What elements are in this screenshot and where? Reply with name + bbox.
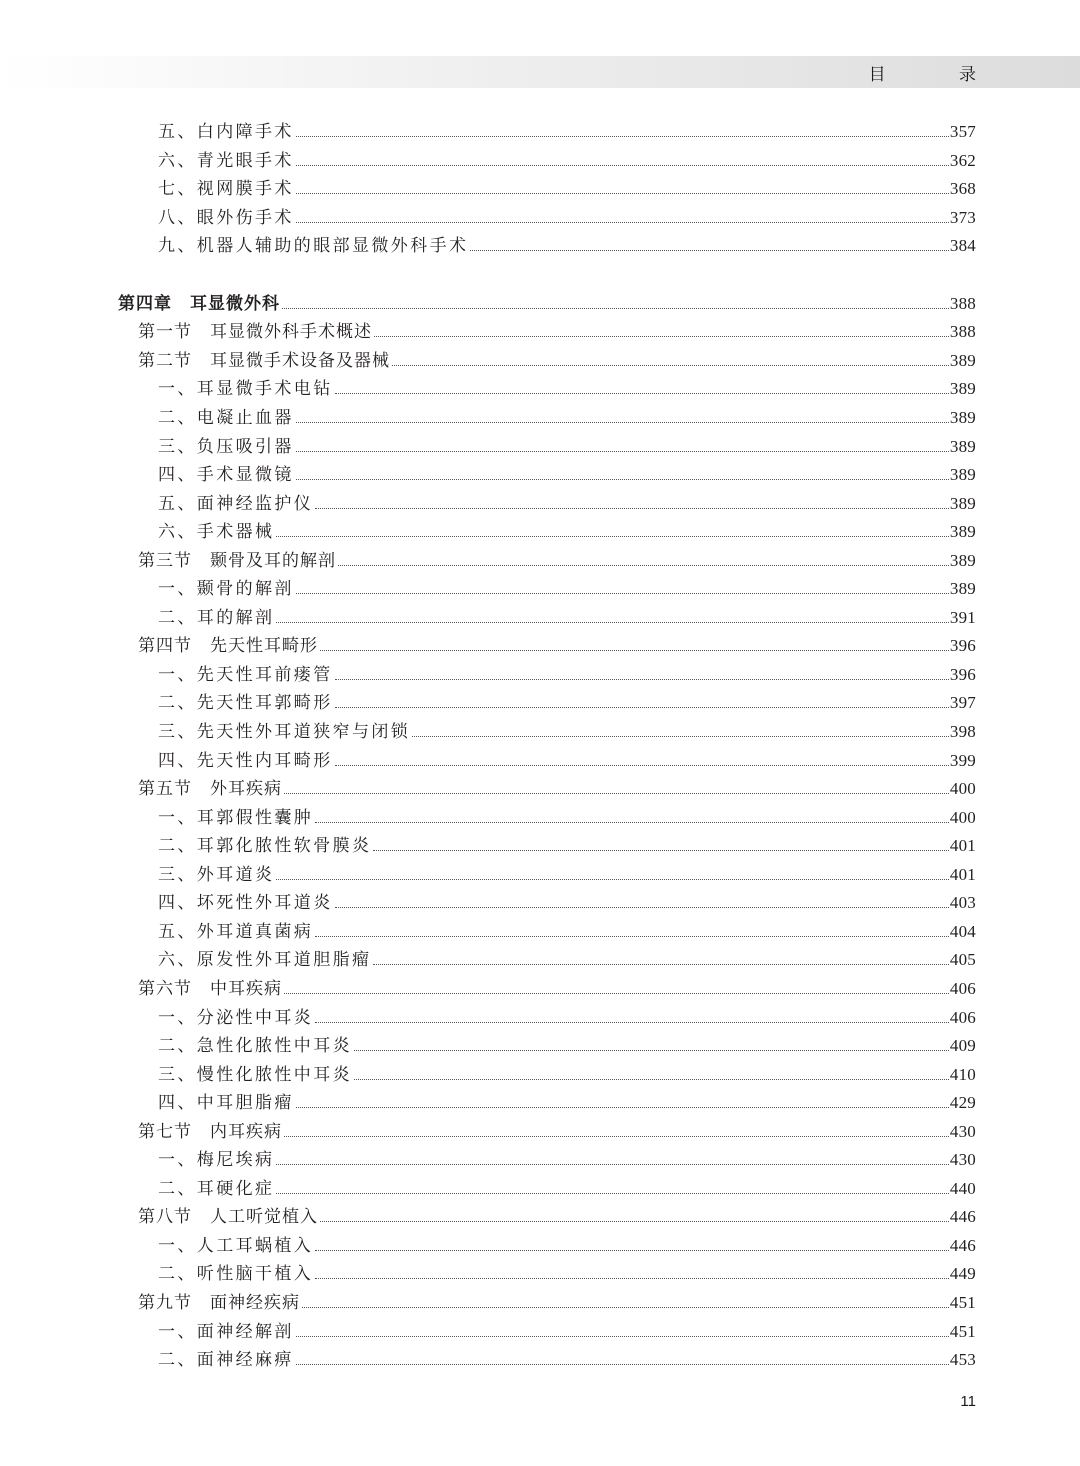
toc-entry-label	[158, 889, 333, 917]
dot-leader	[373, 963, 948, 965]
dot-leader	[320, 1220, 949, 1222]
toc-entry-label	[138, 1203, 318, 1231]
toc-entry-label	[158, 1260, 313, 1288]
toc-entry-label	[158, 1146, 274, 1174]
dot-leader	[296, 450, 949, 452]
dot-leader	[296, 221, 949, 223]
toc-entry-label	[138, 347, 390, 375]
toc-entry-number: 第六节	[138, 978, 192, 999]
toc-item-entry[interactable]	[158, 832, 976, 860]
toc-entry-page: 389	[949, 493, 976, 513]
toc-item-entry[interactable]	[158, 175, 976, 203]
toc-entry-label	[158, 404, 294, 432]
toc-entry-number: 第八节	[138, 1207, 192, 1228]
toc-entry-title: 九、机器人辅助的眼部显微外科手术	[158, 236, 469, 257]
toc-entry-title: 一、先天性耳前瘘管	[158, 664, 333, 685]
toc-entry-label	[158, 1175, 274, 1203]
dot-leader	[335, 906, 949, 908]
dot-leader	[354, 1078, 949, 1080]
toc-entry-title: 颞骨及耳的解剖	[210, 550, 336, 571]
dot-leader	[302, 1306, 949, 1308]
toc-item-entry[interactable]	[158, 918, 976, 946]
toc-entry-number: 第五节	[138, 779, 192, 800]
toc-section-entry[interactable]	[138, 975, 976, 1003]
toc-entry-number: 第四章	[118, 293, 172, 314]
toc-entry-label	[158, 1061, 352, 1089]
toc-entry-label	[158, 1232, 313, 1260]
toc-entry-number: 第四节	[138, 636, 192, 657]
toc-entry-title: 一、梅尼埃病	[158, 1150, 275, 1171]
toc-entry-page: 388	[949, 322, 976, 342]
toc-entry-label	[158, 1346, 294, 1374]
dot-leader	[315, 507, 949, 509]
toc-entry-title: 五、外耳道真菌病	[158, 921, 314, 942]
toc-entry-page: 410	[949, 1064, 976, 1084]
dot-leader	[276, 621, 948, 623]
toc-entry-title: 二、先天性耳郭畸形	[158, 693, 333, 714]
toc-entry-label	[158, 861, 274, 889]
toc-entry-title: 二、听性脑干植入	[158, 1264, 314, 1285]
toc-entry-page: 446	[949, 1207, 976, 1227]
toc-entry-title: 二、耳郭化脓性软骨膜炎	[158, 836, 372, 857]
toc-entry-page: 388	[949, 293, 976, 313]
toc-entry-title: 二、耳硬化症	[158, 1178, 275, 1199]
toc-entry-number: 第三节	[138, 550, 192, 571]
toc-entry-title: 一、人工耳蜗植入	[158, 1235, 314, 1256]
toc-item-entry[interactable]	[158, 1004, 976, 1032]
toc-item-entry[interactable]	[158, 118, 976, 146]
toc-item-entry[interactable]	[158, 1032, 976, 1060]
toc-entry-page: 391	[949, 607, 976, 627]
toc-entry-page: 389	[949, 350, 976, 370]
toc-item-entry[interactable]	[158, 946, 976, 974]
dot-leader	[315, 1021, 949, 1023]
toc-entry-page: 401	[949, 836, 976, 856]
toc-entry-title: 四、中耳胆脂瘤	[158, 1093, 294, 1114]
toc-entry-title: 五、白内障手术	[158, 122, 294, 142]
toc-entry-page: 409	[949, 1036, 976, 1056]
toc-entry-number: 第二节	[138, 350, 192, 371]
toc-entry-label	[158, 1089, 294, 1117]
toc-entry-page: 357	[949, 122, 976, 141]
dot-leader	[335, 706, 949, 708]
toc-entry-title: 七、视网膜手术	[158, 179, 294, 200]
dot-leader	[296, 1106, 949, 1108]
toc-entry-label	[158, 718, 410, 746]
toc-section-entry[interactable]	[138, 775, 976, 803]
toc-item-entry[interactable]	[158, 204, 976, 232]
toc-entry-page: 384	[949, 236, 976, 256]
toc-entry-page: 403	[949, 893, 976, 913]
toc-entry-label	[138, 1289, 300, 1317]
toc-entry-page: 389	[949, 522, 976, 542]
toc-entry-label	[158, 518, 274, 546]
toc-section-entry[interactable]	[138, 318, 976, 346]
toc-section-entry[interactable]	[138, 1203, 976, 1231]
toc-entry-page: 400	[949, 807, 976, 827]
toc-item-entry[interactable]	[158, 1318, 976, 1346]
toc-entry-title: 一、耳郭假性囊肿	[158, 807, 314, 828]
toc-entry-title: 外耳疾病	[210, 779, 282, 800]
dot-leader	[354, 1049, 949, 1051]
toc-entry-page: 399	[949, 750, 976, 770]
toc-entry-title: 耳显微外科	[190, 293, 280, 314]
toc-entry-title: 二、面神经麻痹	[158, 1350, 294, 1371]
toc-entry-label	[158, 661, 333, 689]
toc-entry-label	[158, 604, 274, 632]
dot-leader	[296, 1363, 949, 1365]
toc-entry-title: 二、电凝止血器	[158, 407, 294, 428]
toc-entry-label	[138, 547, 336, 575]
toc-entry-title: 耳显微外科手术概述	[210, 322, 372, 343]
toc-entry-page: 400	[949, 779, 976, 799]
toc-entry-label	[158, 804, 313, 832]
toc-entry-title: 一、耳显微手术电钻	[158, 379, 333, 400]
toc-entry-page: 404	[949, 921, 976, 941]
dot-leader	[282, 307, 949, 309]
toc-entry-label	[158, 918, 313, 946]
toc-section-entry[interactable]	[138, 547, 976, 575]
dot-leader	[320, 649, 949, 651]
toc-entry-label	[158, 689, 333, 717]
toc-entry-title: 内耳疾病	[210, 1121, 282, 1142]
toc-entry-page: 405	[949, 950, 976, 970]
toc-entry-title: 面神经疾病	[210, 1293, 300, 1313]
toc-chapter-entry[interactable]	[118, 290, 976, 318]
toc-entry-page: 446	[949, 1235, 976, 1255]
toc-item-entry[interactable]	[158, 861, 976, 889]
toc-entry-page: 406	[949, 1007, 976, 1027]
toc-entry-title: 六、原发性外耳道胆脂瘤	[158, 950, 372, 971]
toc-entry-title: 五、面神经监护仪	[158, 493, 314, 514]
toc-entry-title: 四、手术显微镜	[158, 465, 294, 486]
toc-entry-page: 389	[949, 379, 976, 399]
toc-item-entry[interactable]	[158, 1232, 976, 1260]
toc-entry-number: 第七节	[138, 1121, 192, 1142]
toc-entry-page: 406	[949, 978, 976, 998]
toc-item-entry[interactable]	[158, 575, 976, 603]
toc-item-entry[interactable]	[158, 1175, 976, 1203]
toc-entry-label	[158, 946, 371, 974]
page-title: 目 录	[868, 65, 1010, 85]
dot-leader	[276, 535, 948, 537]
toc-entry-title: 三、负压吸引器	[158, 436, 294, 457]
dot-leader	[296, 592, 949, 594]
toc-entry-title: 一、分泌性中耳炎	[158, 1007, 314, 1028]
dot-leader	[315, 1277, 949, 1279]
toc-entry-number: 第一节	[138, 322, 192, 343]
dot-leader	[296, 1335, 949, 1337]
toc-item-entry[interactable]	[158, 604, 976, 632]
toc-entry-label	[158, 375, 333, 403]
toc-entry-title: 三、外耳道炎	[158, 864, 275, 885]
toc-entry-page: 397	[949, 693, 976, 713]
toc-entry-label	[158, 575, 294, 603]
toc-entry-page: 398	[949, 722, 976, 741]
dot-leader	[338, 564, 949, 566]
dot-leader	[284, 1135, 949, 1137]
toc-item-entry[interactable]	[158, 404, 976, 432]
dot-leader	[470, 249, 948, 251]
page-number: 11	[960, 1393, 976, 1410]
toc-item-entry[interactable]	[158, 1260, 976, 1288]
dot-leader	[315, 1249, 949, 1251]
dot-leader	[296, 478, 949, 480]
toc-section-entry[interactable]	[138, 1118, 976, 1146]
toc-item-entry[interactable]	[158, 661, 976, 689]
dot-leader	[296, 135, 949, 137]
toc-item-entry[interactable]	[158, 461, 976, 489]
toc-entry-title: 三、先天性外耳道狭窄与闭锁	[158, 722, 411, 742]
toc-entry-title: 六、青光眼手术	[158, 150, 294, 171]
toc-entry-label	[138, 775, 282, 803]
toc-item-entry[interactable]	[158, 1089, 976, 1117]
toc-entry-page: 449	[949, 1264, 976, 1284]
toc-item-entry[interactable]	[158, 518, 976, 546]
dot-leader	[284, 992, 949, 994]
toc-entry-label	[158, 232, 468, 260]
toc-entry-title: 一、颞骨的解剖	[158, 579, 294, 600]
dot-leader	[276, 1163, 948, 1165]
toc-entry-page: 389	[949, 465, 976, 485]
toc-section-entry[interactable]	[138, 347, 976, 375]
dot-leader	[296, 192, 949, 194]
toc-entry-label	[138, 318, 372, 346]
toc-entry-title: 耳显微手术设备及器械	[210, 350, 390, 371]
toc-entry-label	[158, 175, 294, 203]
toc-entry-label	[158, 1004, 313, 1032]
dot-leader	[315, 821, 949, 823]
toc-item-entry[interactable]	[158, 433, 976, 461]
dot-leader	[284, 792, 949, 794]
toc-entry-title: 二、耳的解剖	[158, 607, 275, 628]
toc-entry-page: 373	[949, 207, 976, 227]
toc-item-entry[interactable]	[158, 747, 976, 775]
toc-entry-label	[158, 147, 294, 175]
toc-entry-page: 389	[949, 579, 976, 599]
toc-item-entry[interactable]	[158, 889, 976, 917]
toc-entry-page: 451	[949, 1293, 976, 1312]
toc-entry-label	[158, 461, 294, 489]
toc-entry-page: 389	[949, 550, 976, 570]
toc-entry-label	[158, 433, 294, 461]
toc-entry-page: 396	[949, 636, 976, 656]
toc-entry-number: 第九节	[138, 1293, 192, 1313]
toc-entry-title: 三、慢性化脓性中耳炎	[158, 1064, 352, 1085]
toc-section-entry[interactable]	[138, 1289, 976, 1317]
toc-entry-label	[158, 1032, 352, 1060]
dot-leader	[315, 935, 949, 937]
dot-leader	[412, 735, 949, 737]
dot-leader	[392, 364, 949, 366]
toc-entry-label	[138, 632, 318, 660]
toc-entry-page: 401	[949, 864, 976, 884]
dot-leader	[296, 421, 949, 423]
toc-item-entry[interactable]	[158, 718, 976, 746]
toc-entry-page: 453	[949, 1350, 976, 1370]
toc-entry-title: 八、眼外伤手术	[158, 207, 294, 228]
toc-item-entry[interactable]	[158, 689, 976, 717]
toc-entry-page: 440	[949, 1178, 976, 1198]
toc-entry-title: 人工听觉植入	[210, 1207, 318, 1228]
dot-leader	[276, 1192, 948, 1194]
toc-entry-title: 四、先天性内耳畸形	[158, 750, 333, 771]
toc-entry-page: 389	[949, 436, 976, 456]
toc-entry-title: 一、面神经解剖	[158, 1321, 294, 1342]
dot-leader	[335, 392, 949, 394]
toc-entry-label	[118, 290, 280, 318]
dot-leader	[276, 878, 948, 880]
toc-item-entry[interactable]	[158, 1061, 976, 1089]
toc-entry-label	[158, 490, 313, 518]
dot-leader	[335, 678, 949, 680]
dot-leader	[296, 164, 949, 166]
toc-entry-title: 二、急性化脓性中耳炎	[158, 1036, 352, 1057]
toc-item-entry[interactable]	[158, 1346, 976, 1374]
toc-section-entry[interactable]	[138, 632, 976, 660]
toc-entry-label	[158, 832, 371, 860]
toc-entry-page: 430	[949, 1121, 976, 1141]
toc-entry-label	[158, 118, 294, 146]
dot-leader	[335, 764, 949, 766]
toc-entry-label	[158, 747, 333, 775]
toc-entry-page: 389	[949, 407, 976, 427]
toc-item-entry[interactable]	[158, 490, 976, 518]
toc-entry-label	[158, 1318, 294, 1346]
toc-item-entry[interactable]	[158, 804, 976, 832]
toc-entry-title: 四、坏死性外耳道炎	[158, 893, 333, 914]
toc-entry-title: 先天性耳畸形	[210, 636, 318, 657]
toc-item-entry[interactable]	[158, 1146, 976, 1174]
toc-entry-label	[138, 975, 282, 1003]
toc-entry-page: 396	[949, 664, 976, 684]
toc-entry-page: 451	[949, 1321, 976, 1341]
toc-item-entry[interactable]	[158, 375, 976, 403]
toc-item-entry[interactable]	[158, 147, 976, 175]
dot-leader	[374, 335, 949, 337]
toc-entry-title: 六、手术器械	[158, 522, 275, 543]
toc-entry-page: 429	[949, 1093, 976, 1113]
toc-item-entry[interactable]	[158, 232, 976, 260]
toc-entry-page: 430	[949, 1150, 976, 1170]
toc-entry-label	[158, 204, 294, 232]
dot-leader	[373, 849, 948, 851]
toc-entry-label	[138, 1118, 282, 1146]
toc-entry-title: 中耳疾病	[210, 978, 282, 999]
toc-entry-page: 362	[949, 150, 976, 170]
toc-entry-page: 368	[949, 179, 976, 199]
